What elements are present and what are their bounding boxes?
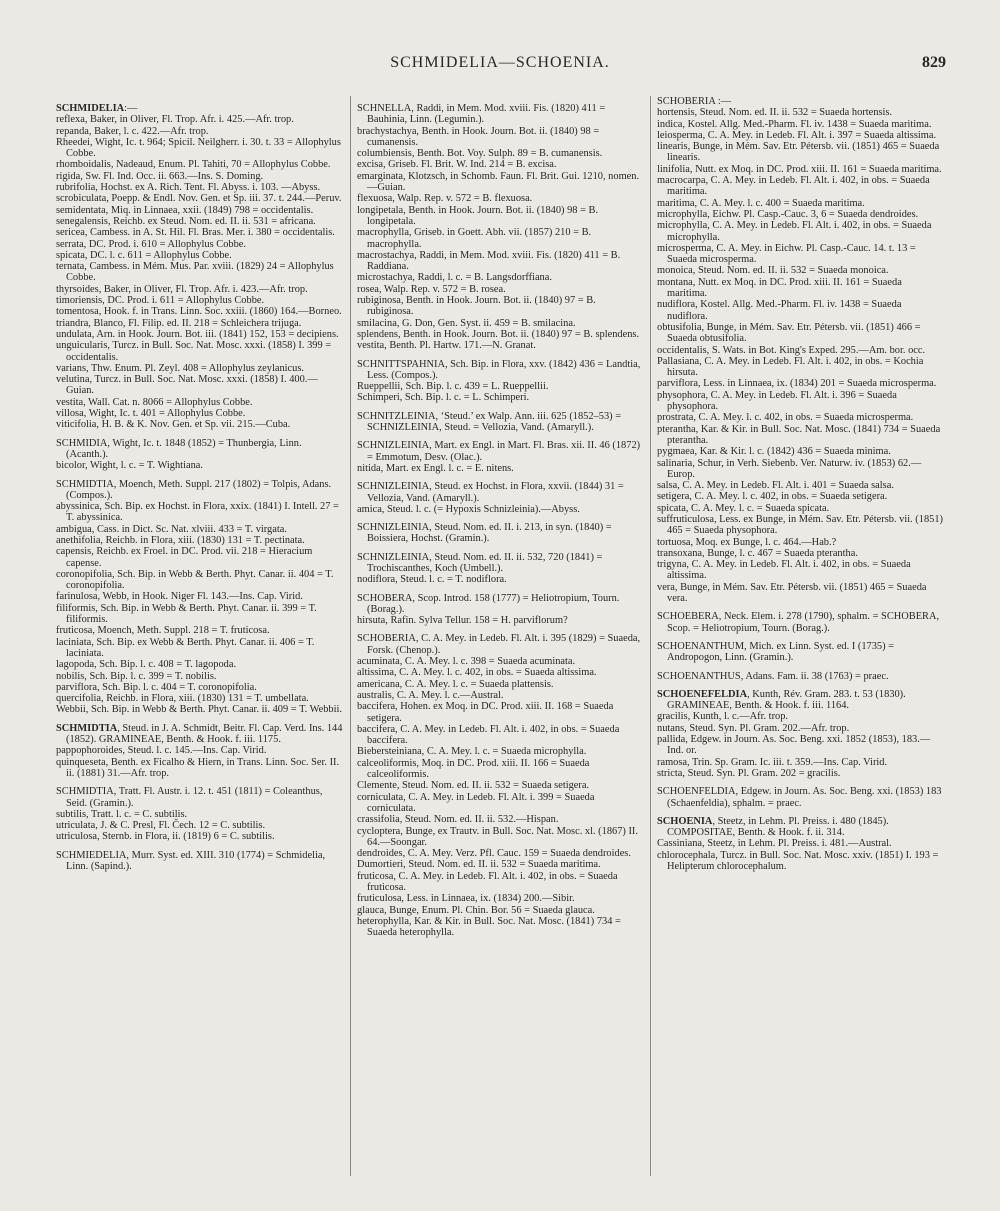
entry-text: SCHOENFELDIA, Edgew. in Journ. As. Soc. Beng. xxi. (1853) 183 (Schaenfeldia), sphalm. = praec. [657, 786, 942, 809]
entry-text: spicata, DC. l. c. 611 = Allophylus Cobbe. [56, 249, 232, 261]
index-entry [657, 611, 944, 634]
index-subentry [657, 390, 944, 413]
index-subentry [657, 265, 944, 276]
index-subentry [56, 831, 344, 842]
index-subentry [657, 198, 944, 209]
entry-text: suffruticulosa, Less. ex Bunge, in Mém. Sav. Etr. Pétersb. vii. (1851) 465 = Suaeda physophora. [657, 513, 943, 537]
entry-text: ramosa, Trin. Sp. Gram. Ic. iii. t. 359.—Ins. Cap. Virid. [657, 756, 888, 768]
entry-text: repanda, Baker, l. c. 422.—Afr. trop. [56, 125, 209, 137]
entry-text: obtusifolia, Bunge, in Mém. Sav. Etr. Pétersb. vii. (1851) 466 = Suaeda obtusifolia. [657, 321, 921, 345]
entry-text: pygmaea, Kar. & Kir. l. c. (1842) 436 = Suaeda minima. [657, 446, 891, 458]
index-subentry [657, 175, 944, 198]
entry-text: amica, Steud. l. c. (= Hypoxis Schnizleinia).—Abyss. [357, 503, 580, 515]
entry-text: monoica, Steud. Nom. ed. II. ii. 532 = Suaeda monoica. [657, 265, 889, 277]
entry-text: vestita, Wall. Cat. n. 8066 = Allophylus Cobbe. [56, 396, 253, 408]
entry-text: thyrsoides, Baker, in Oliver, Fl. Trop. Afr. i. 423.—Afr. trop. [56, 283, 308, 295]
genus-name: SCHOENIA [657, 815, 713, 827]
index-entry [357, 103, 644, 126]
index-columns [50, 96, 950, 1176]
entry-text: bicolor, Wight, l. c. = T. Wightiana. [56, 460, 203, 472]
column-right [650, 96, 950, 1176]
entry-text: flexuosa, Walp. Rep. v. 572 = B. flexuosa. [357, 193, 533, 205]
entry-text: leiosperma, C. A. Mey. in Ledeb. Fl. Alt. i. 397 = Suaeda altissima. [657, 129, 937, 141]
index-entry [657, 786, 944, 809]
entry-text: rhomboidalis, Nadeaud, Enum. Pl. Tahiti, 70 = Allophylus Cobbe. [56, 159, 331, 171]
entry-text: rosea, Walp. Rep. v. 572 = B. rosea. [357, 283, 506, 295]
index-subentry [357, 171, 644, 194]
index-entry [357, 440, 644, 463]
index-subentry [56, 397, 344, 408]
entry-text: prostrata, C. A. Mey. l. c. 402, in obs. = Suaeda microsperma. [657, 412, 914, 424]
entry-text: viticifolia, H. B. & K. Nov. Gen. et Sp. vii. 215.—Cuba. [56, 419, 291, 431]
index-subentry [657, 559, 944, 582]
index-subentry [357, 615, 644, 626]
index-subentry [357, 792, 644, 815]
index-subentry [56, 569, 344, 592]
index-subentry [56, 250, 344, 261]
index-subentry [357, 574, 644, 585]
index-entry [56, 438, 344, 461]
index-subentry [56, 659, 344, 670]
entry-text: heterophylla, Kar. & Kir. in Bull. Soc. Nat. Mosc. (1841) 734 = Suaeda heterophylla. [357, 915, 621, 939]
index-subentry [357, 916, 644, 939]
index-subentry [56, 524, 344, 535]
index-subentry [357, 159, 644, 170]
entry-text: fruticulosa, Less. in Linnaea, ix. (1834) 200.—Sibir. [357, 893, 575, 905]
entry-text: tortuosa, Moq. ex Bunge, l. c. 464.—Hab.? [657, 536, 837, 548]
index-subentry [657, 537, 944, 548]
index-subentry [56, 126, 344, 137]
index-subentry [357, 746, 644, 757]
entry-text: SCHNIZLEINIA, Steud. ex Hochst. in Flora, xxvii. (1844) 31 = Vellozia, Vand. (Amaryll.). [357, 481, 624, 504]
index-subentry [357, 656, 644, 667]
entry-text: rigida, Sw. Fl. Ind. Occ. ii. 663.—Ins. S. Doming. [56, 170, 264, 182]
index-entry [56, 723, 344, 746]
entry-text: , Steetz, in Lehm. Pl. Preiss. i. 480 (1845). COMPOSITAE, Benth. & Hook. f. ii. 314. [667, 815, 889, 839]
entry-text: altissima, C. A. Mey. l. c. 402, in obs. = Suaeda altissima. [357, 667, 597, 679]
index-subentry [357, 463, 644, 474]
entry-text: Schimperi, Sch. Bip. l. c. = L. Schimperi. [357, 392, 530, 404]
entry-text: baccifera, C. A. Mey. in Ledeb. Fl. Alt. i. 402, in obs. = Suaeda baccifera. [357, 723, 620, 747]
index-subentry [56, 329, 344, 340]
entry-text: microstachya, Raddi, l. c. = B. Langsdorffiana. [357, 272, 552, 284]
entry-text: SCHMIDTIA, Tratt. Fl. Austr. i. 12. t. 451 (1811) = Coleanthus, Seid. (Gramin.). [56, 786, 323, 809]
entry-text: SCHOEBERA, Neck. Elem. i. 278 (1790), sphalm. = SCHOBERA, Scop. = Heliotropium, Tourn. (Borag.). [657, 611, 940, 634]
index-subentry [357, 318, 644, 329]
entry-text: nodiflora, Steud. l. c. = T. nodiflora. [357, 574, 507, 586]
entry-text: velutina, Turcz. in Bull. Soc. Nat. Mosc. xxxi. (1858) I. 400.—Guian. [56, 374, 318, 397]
index-subentry [56, 419, 344, 430]
index-subentry [657, 220, 944, 243]
genus-name: SCHMIDTIA [56, 722, 118, 734]
index-subentry [657, 458, 944, 481]
index-entry [357, 633, 644, 656]
index-subentry [56, 171, 344, 182]
index-entry [657, 816, 944, 839]
entry-text: salsa, C. A. Mey. in Ledeb. Fl. Alt. i. 401 = Suaeda salsa. [657, 480, 894, 492]
entry-text: physophora, C. A. Mey. in Ledeb. Fl. Alt. i. 396 = Suaeda physophora. [657, 389, 897, 413]
index-subentry [657, 757, 944, 768]
entry-text: reflexa, Baker, in Oliver, Fl. Trop. Afr. i. 425.—Afr. trop. [56, 114, 294, 126]
entry-text: senegalensis, Reichb. ex Steud. Nom. ed. II. ii. 531 = africana. [56, 215, 316, 227]
index-subentry [56, 193, 344, 204]
index-subentry [56, 182, 344, 193]
entry-text: undulata, Arn. in Hook. Journ. Bot. iii. (1841) 152, 153 = decipiens. [56, 328, 339, 340]
index-subentry [657, 356, 944, 379]
entry-text: gracilis, Kunth, l. c.—Afr. trop. [657, 711, 789, 723]
entry-text: ambigua, Cass. in Dict. Sc. Nat. xlviii. 433 = T. virgata. [56, 523, 287, 535]
index-subentry [56, 295, 344, 306]
index-entry [56, 850, 344, 873]
genus-name: SCHOENEFELDIA [657, 688, 748, 700]
entry-text: nobilis, Sch. Bip. l. c. 399 = T. nobilis. [56, 670, 217, 682]
index-subentry [357, 814, 644, 825]
entry-text: anethifolia, Reichb. in Flora, xiii. (1830) 131 = T. pectinata. [56, 534, 305, 546]
entry-text: microsperma, C. A. Mey. in Eichw. Pl. Casp.-Cauc. 14. t. 13 = Suaeda microsperma. [657, 242, 916, 266]
entry-text: triandra, Blanco, Fl. Filip. ed. II. 218 = Schleichera trijuga. [56, 317, 302, 329]
entry-text: Biebersteiniana, C. A. Mey. l. c. = Suaeda microphylla. [357, 746, 587, 758]
index-subentry [657, 345, 944, 356]
entry-text: SCHNITZLEINIA, ‘Steud.’ ex Walp. Ann. iii. 625 (1852–53) = SCHNIZLEINIA, Steud. = Vellozia, Vand. (Amaryll.). [357, 410, 622, 434]
index-subentry [657, 723, 944, 734]
entry-text: indica, Kostel. Allg. Med.-Pharm. Fl. iv. 1438 = Suaeda maritima. [657, 118, 932, 130]
entry-text: hirsuta, Rafin. Sylva Tellur. 158 = H. parviflorum? [357, 615, 568, 627]
index-subentry [357, 148, 644, 159]
entry-text: SCHOBERA, Scop. Introd. 158 (1777) = Heliotropium, Tourn. (Borag.). [357, 592, 620, 615]
index-subentry [357, 871, 644, 894]
index-subentry [56, 745, 344, 756]
entry-text: emarginata, Klotzsch, in Schomb. Faun. Fl. Brit. Gui. 1210, nomen.—Guian. [357, 170, 640, 194]
entry-text: montana, Nutt. ex Moq. in DC. Prod. xiii. II. 161 = Suaeda maritima. [657, 276, 902, 300]
entry-text: dendroides, C. A. Mey. Verz. Pfl. Cauc. 159 = Suaeda dendroides. [357, 848, 631, 860]
index-subentry [56, 318, 344, 329]
entry-text: ternata, Cambess. in Mém. Mus. Par. xviii. (1829) 24 = Allophylus Cobbe. [56, 261, 334, 284]
entry-text: subtilis, Tratt. l. c. = C. subtilis. [56, 808, 188, 820]
index-subentry [357, 893, 644, 904]
entry-text: glauca, Bunge, Enum. Pl. Chin. Bor. 56 = Suaeda glauca. [357, 904, 595, 916]
entry-text: pappophoroides, Steud. l. c. 145.—Ins. Cap. Virid. [56, 745, 267, 757]
entry-text: Rheedei, Wight, Ic. t. 964; Spicil. Neilgherr. i. 30. t. 33 = Allophylus Cobbe. [56, 136, 341, 160]
index-subentry [357, 227, 644, 250]
index-entry [56, 479, 344, 502]
index-subentry [56, 501, 344, 524]
index-entry [357, 359, 644, 382]
index-subentry [56, 159, 344, 170]
entry-text: linifolia, Nutt. ex Moq. in DC. Prod. xiii. II. 161 = Suaeda maritima. [657, 163, 942, 175]
index-subentry [56, 284, 344, 295]
entry-text: longipetala, Benth. in Hook. Journ. Bot. ii. (1840) 98 = B. longipetala. [357, 204, 599, 227]
index-subentry [657, 850, 944, 873]
entry-text: pterantha, Kar. & Kir. in Bull. Soc. Nat. Mosc. (1841) 734 = Suaeda pterantha. [657, 423, 941, 446]
entry-text: utriculosa, Sternb. in Flora, ii. (1819) 6 = C. subtilis. [56, 831, 275, 843]
entry-text: Cassiniana, Steetz, in Lehm. Pl. Preiss. i. 481.—Austral. [657, 838, 892, 850]
entry-text: smilacina, G. Don, Gen. Syst. ii. 459 = B. smilacina. [357, 317, 576, 329]
entry-text: spicata, C. A. Mey. l. c. = Suaeda spicata. [657, 502, 830, 514]
index-subentry [56, 637, 344, 660]
index-subentry [56, 809, 344, 820]
index-subentry [357, 284, 644, 295]
index-subentry [657, 491, 944, 502]
index-subentry [357, 905, 644, 916]
column-middle [350, 96, 650, 1176]
index-subentry [357, 504, 644, 515]
entry-text: timoriensis, DC. Prod. i. 611 = Allophylus Cobbe. [56, 295, 265, 307]
entry-text: sericea, Cambess. in A. St. Hil. Fl. Bras. Mer. i. 380 = occidentalis. [56, 227, 335, 239]
entry-text: fruticosa, Moench, Meth. Suppl. 218 = T. fruticosa. [56, 625, 270, 637]
entry-text: salinaria, Schur, in Verh. Siebenb. Ver. Naturw. iv. (1853) 62.—Europ. [657, 457, 922, 480]
index-subentry [56, 820, 344, 831]
entry-text: occidentalis, S. Wats. in Bot. King's Exped. 295.—Am. bor. occ. [657, 344, 926, 356]
index-subentry [657, 322, 944, 345]
index-subentry [56, 374, 344, 397]
index-subentry [357, 295, 644, 318]
index-subentry [357, 826, 644, 849]
index-subentry [56, 693, 344, 704]
index-subentry [357, 667, 644, 678]
entry-text: acuminata, C. A. Mey. l. c. 398 = Suaeda acuminata. [357, 656, 576, 668]
index-subentry [657, 164, 944, 175]
index-subentry [357, 392, 644, 403]
entry-text: australis, C. A. Mey. l. c.—Austral. [357, 689, 504, 701]
index-subentry [56, 137, 344, 160]
entry-text: hortensis, Steud. Nom. ed. II. ii. 532 = Suaeda hortensis. [657, 107, 893, 119]
entry-text: microphylla, Eichw. Pl. Casp.-Cauc. 3, 6 = Suaeda dendroides. [657, 208, 919, 220]
index-subentry [357, 205, 644, 228]
index-subentry [56, 603, 344, 626]
index-subentry [657, 582, 944, 605]
entry-text: Webbii, Sch. Bip. in Webb & Berth. Phyt. Canar. ii. 409 = T. Webbii. [56, 704, 342, 716]
index-subentry [56, 671, 344, 682]
entry-text: setigera, C. A. Mey. l. c. 402, in obs. = Suaeda setigera. [657, 491, 888, 503]
entry-text: Pallasiana, C. A. Mey. in Ledeb. Fl. Alt. i. 402, in obs. = Kochia hirsuta. [657, 355, 924, 379]
index-entry [657, 96, 944, 107]
index-subentry [56, 227, 344, 238]
entry-text: nitida, Mart. ex Engl. l. c. = E. nitens. [357, 462, 514, 474]
entry-text: columbiensis, Benth. Bot. Voy. Sulph. 89 = B. cumanensis. [357, 148, 603, 160]
index-subentry [357, 780, 644, 791]
index-entry [657, 689, 944, 712]
column-left [50, 96, 350, 1176]
index-entry [357, 593, 644, 616]
index-subentry [657, 711, 944, 722]
index-subentry [357, 758, 644, 781]
entry-text: brachystachya, Benth. in Hook. Journ. Bot. ii. (1840) 98 = cumanensis. [357, 125, 600, 148]
entry-text: crassifolia, Steud. Nom. ed. II. ii. 532.—Hispan. [357, 814, 559, 826]
entry-text: scrobiculata, Poepp. & Endl. Nov. Gen. et Sp. iii. 37. t. 244.—Peruv. [56, 193, 342, 205]
index-subentry [357, 724, 644, 747]
entry-text: vestita, Benth. Pl. Hartw. 171.—N. Granat. [357, 340, 536, 352]
index-entry [657, 671, 944, 682]
entry-text: , Kunth, Rév. Gram. 283. t. 53 (1830). GRAMINEAE, Benth. & Hook. f. iii. 1164. [667, 688, 906, 712]
entry-text: SCHNIZLEINIA, Mart. ex Engl. in Mart. Fl. Bras. xii. II. 46 (1872) = Emmotum, Desv. (Olac.). [357, 440, 641, 463]
index-subentry [657, 378, 944, 389]
index-subentry [357, 859, 644, 870]
index-subentry [657, 548, 944, 559]
index-subentry [56, 591, 344, 602]
index-subentry [56, 363, 344, 374]
index-subentry [357, 340, 644, 351]
entry-text: filiformis, Sch. Bip. in Webb & Berth. Phyt. Canar. ii. 399 = T. filiformis. [56, 602, 317, 626]
running-header [0, 54, 1000, 76]
entry-text: varians, Thw. Enum. Pl. Zeyl. 408 = Allophylus zeylanicus. [56, 362, 304, 374]
index-subentry [56, 757, 344, 780]
entry-text: nutans, Steud. Syn. Pl. Gram. 202.—Afr. trop. [657, 722, 850, 734]
entry-text: rubiginosa, Benth. in Hook. Journ. Bot. ii. (1840) 97 = B. rubiginosa. [357, 295, 596, 318]
index-subentry [56, 239, 344, 250]
entry-text: coronopifolia, Sch. Bip. in Webb & Berth. Phyt. Canar. ii. 404 = T. coronopifolia. [56, 568, 334, 592]
entry-text: Clemente, Steud. Nom. ed. II. ii. 532 = Suaeda setigera. [357, 780, 590, 792]
index-subentry [357, 848, 644, 859]
index-subentry [357, 250, 644, 273]
entry-text: farinulosa, Webb, in Hook. Niger Fl. 143.—Ins. Cap. Virid. [56, 591, 303, 603]
index-subentry [657, 130, 944, 141]
genus-name: SCHMIDELIA [56, 103, 125, 114]
index-subentry [56, 340, 344, 363]
index-subentry [357, 381, 644, 392]
entry-text: SCHMIDTIA, Moench, Meth. Suppl. 217 (1802) = Tolpis, Adans. (Compos.). [56, 478, 332, 501]
index-subentry [657, 424, 944, 447]
index-subentry [357, 701, 644, 724]
index-subentry [657, 838, 944, 849]
index-subentry [657, 119, 944, 130]
entry-text: microphylla, C. A. Mey. in Ledeb. Fl. Alt. i. 402, in obs. = Suaeda microphylla. [657, 220, 932, 243]
entry-text: cycloptera, Bunge, ex Trautv. in Bull. Soc. Nat. Mosc. xl. (1867) II. 64.—Soongar. [357, 825, 638, 848]
index-subentry [657, 480, 944, 491]
entry-text: SCHOENANTHUM, Mich. ex Linn. Syst. ed. I (1735) = Andropogon, Linn. (Gramin.). [657, 640, 895, 664]
entry-text: macrostachya, Raddi, in Mem. Mod. xviii. Fis. (1820) 411 = B. Raddiana. [357, 249, 621, 273]
entry-text: macrophylla, Griseb. in Goett. Abh. vii. (1857) 210 = B. macrophylla. [357, 227, 592, 250]
index-subentry [56, 114, 344, 125]
entry-text: transoxana, Bunge, l. c. 467 = Suaeda pterantha. [657, 547, 858, 559]
index-subentry [657, 141, 944, 164]
entry-text: excisa, Griseb. Fl. Brit. W. Ind. 214 = B. excisa. [357, 159, 557, 171]
entry-text: lagopoda, Sch. Bip. l. c. 408 = T. lagopoda. [56, 659, 237, 671]
index-subentry [56, 205, 344, 216]
index-subentry [56, 460, 344, 471]
entry-text: maritima, C. A. Mey. l. c. 400 = Suaeda maritima. [657, 197, 865, 209]
entry-text: SCHNELLA, Raddi, in Mem. Mod. xviii. Fis. (1820) 411 = Bauhinia, Linn. (Legumin.). [357, 103, 606, 126]
index-subentry [657, 243, 944, 266]
index-entry [357, 411, 644, 434]
entry-text: vera, Bunge, in Mém. Sav. Etr. Pétersb. vii. (1851) 465 = Suaeda vera. [657, 581, 927, 605]
index-subentry [357, 272, 644, 283]
running-title: SCHMIDELIA—SCHOENIA. [390, 54, 610, 71]
index-subentry [56, 408, 344, 419]
entry-text: SCHNIZLEINIA, Steud. Nom. ed. II. ii. 532, 720 (1841) = Trochiscanthes, Koch (Umbell.). [357, 551, 603, 574]
index-entry [357, 481, 644, 504]
entry-text: laciniata, Sch. Bip. ex Webb & Berth. Phyt. Canar. ii. 406 = T. laciniata. [56, 636, 315, 659]
index-subentry [357, 193, 644, 204]
entry-text: nudiflora, Kostel. Allg. Med.-Pharm. Fl. iv. 1438 = Suaeda nudiflora. [657, 299, 902, 322]
entry-text: baccifera, Hohen. ex Moq. in DC. Prod. xiii. II. 168 = Suaeda setigera. [357, 701, 614, 724]
index-subentry [657, 734, 944, 757]
index-subentry [56, 546, 344, 569]
index-subentry [56, 625, 344, 636]
entry-text: SCHMIDIA, Wight, Ic. t. 1848 (1852) = Thunbergia, Linn. (Acanth.). [56, 437, 302, 460]
index-subentry [357, 126, 644, 149]
index-entry [56, 786, 344, 809]
index-subentry [56, 306, 344, 317]
entry-text: SCHOBERIA, C. A. Mey. in Ledeb. Fl. Alt. i. 395 (1829) = Suaeda, Forsk. (Chenop.). [357, 633, 641, 656]
entry-text: corniculata, C. A. Mey. in Ledeb. Fl. Alt. i. 399 = Suaeda corniculata. [357, 791, 595, 814]
entry-text: stricta, Steud. Syn. Pl. Gram. 202 = gracilis. [657, 767, 841, 779]
index-subentry [357, 690, 644, 701]
index-entry [657, 641, 944, 664]
index-subentry [657, 209, 944, 220]
index-subentry [657, 107, 944, 118]
entry-text: SCHOBERIA :— [657, 96, 732, 107]
entry-text: , Steud. in J. A. Schmidt, Beitr. Fl. Cap. Verd. Ins. 144 (1852). GRAMINEAE, Benth. & Hook. f. iii. 1175. [66, 722, 343, 746]
entry-text: chlorocephala, Turcz. in Bull. Soc. Nat. Mosc. xxiv. (1851) I. 193 = Helipterum chlorocephalum. [657, 849, 939, 872]
entry-text: parviflora, Sch. Bip. l. c. 404 = T. coronopifolia. [56, 681, 257, 693]
entry-text: trigyna, C. A. Mey. in Ledeb. Fl. Alt. i. 402, in obs. = Suaeda altissima. [657, 559, 911, 582]
entry-text: fruticosa, C. A. Mey. in Ledeb. Fl. Alt. i. 402, in obs. = Suaeda fruticosa. [357, 870, 618, 893]
index-subentry [657, 299, 944, 322]
index-subentry [357, 329, 644, 340]
index-subentry [657, 446, 944, 457]
entry-text: capensis, Reichb. ex Froel. in DC. Prod. vii. 218 = Hieracium capense. [56, 546, 313, 569]
index-subentry [56, 704, 344, 715]
index-subentry [657, 277, 944, 300]
index-subentry [56, 261, 344, 284]
entry-text: utriculata, J. & C. Presl, Fl. Čech. 12 = C. subtilis. [56, 820, 266, 832]
entry-text: rubrifolia, Hochst. ex A. Rich. Tent. Fl. Abyss. i. 103. —Abyss. [56, 182, 321, 194]
entry-text: americana, C. A. Mey. l. c. = Suaeda plattensis. [357, 678, 554, 690]
entry-text: villosa, Wight, Ic. t. 401 = Allophylus Cobbe. [56, 408, 246, 420]
entry-text: splendens, Benth. in Hook. Journ. Bot. ii. (1840) 97 = B. splendens. [357, 328, 640, 340]
entry-text: SCHNITTSPAHNIA, Sch. Bip. in Flora, xxv. (1842) 436 = Landtia, Less. (Compos.). [357, 358, 641, 381]
entry-text: abyssinica, Sch. Bip. ex Hochst. in Flora, xxix. (1841) I. Intell. 27 = T. abyssinica. [56, 501, 339, 524]
entry-text: parviflora, Less. in Linnaea, ix. (1834) 201 = Suaeda microsperma. [657, 378, 937, 390]
entry-text: Dumortieri, Steud. Nom. ed. II. ii. 532 = Suaeda maritima. [357, 859, 601, 871]
index-subentry [657, 768, 944, 779]
index-subentry [56, 682, 344, 693]
entry-text: serrata, DC. Prod. i. 610 = Allophylus Cobbe. [56, 238, 246, 250]
index-entry [56, 103, 344, 114]
entry-text: pallida, Edgew. in Journ. As. Soc. Beng. xxi. 1852 (1853), 183.—Ind. or. [657, 734, 931, 757]
entry-text: SCHMIEDELIA, Murr. Syst. ed. XIII. 310 (1774) = Schmidelia, Linn. (Sapind.). [56, 849, 326, 872]
entry-text: Rueppellii, Sch. Bip. l. c. 439 = L. Rueppellii. [357, 381, 549, 393]
index-subentry [56, 216, 344, 227]
entry-text: SCHOENANTHUS, Adans. Fam. ii. 38 (1763) = praec. [657, 670, 889, 682]
index-subentry [357, 679, 644, 690]
page-number: 829 [922, 54, 946, 71]
entry-text: unguicularis, Turcz. in Bull. Soc. Nat. Mosc. xxxi. (1858) I. 399 = occidentalis. [56, 340, 332, 363]
entry-text: calceoliformis, Moq. in DC. Prod. xiii. II. 166 = Suaeda calceoliformis. [357, 757, 590, 781]
entry-text: quinqueseta, Benth. ex Ficalho & Hiern, in Trans. Linn. Soc. Ser. II. ii. (1881) 31.—Afr. trop. [56, 756, 340, 779]
entry-text: macrocarpa, C. A. Mey. in Ledeb. Fl. Alt. i. 402, in obs. = Suaeda maritima. [657, 175, 930, 198]
entry-text: semidentata, Miq. in Linnaea, xxii. (1849) 798 = occidentalis. [56, 204, 314, 216]
index-subentry [657, 503, 944, 514]
index-subentry [657, 412, 944, 423]
entry-text: :— [124, 103, 138, 114]
entry-text: quercifolia, Reichb. in Flora, xiii. (1830) 131 = T. umbellata. [56, 693, 309, 705]
index-entry [357, 522, 644, 545]
index-subentry [657, 514, 944, 537]
index-subentry [56, 535, 344, 546]
entry-text: tomentosa, Hook. f. in Trans. Linn. Soc. xxiii. (1860) 164.—Borneo. [56, 306, 342, 318]
entry-text: linearis, Bunge, in Mém. Sav. Etr. Pétersb. vii. (1851) 465 = Suaeda linearis. [657, 141, 940, 164]
index-entry [357, 552, 644, 575]
entry-text: SCHNIZLEINIA, Steud. Nom. ed. II. i. 213, in syn. (1840) = Boissiera, Hochst. (Gramin.). [357, 522, 612, 545]
